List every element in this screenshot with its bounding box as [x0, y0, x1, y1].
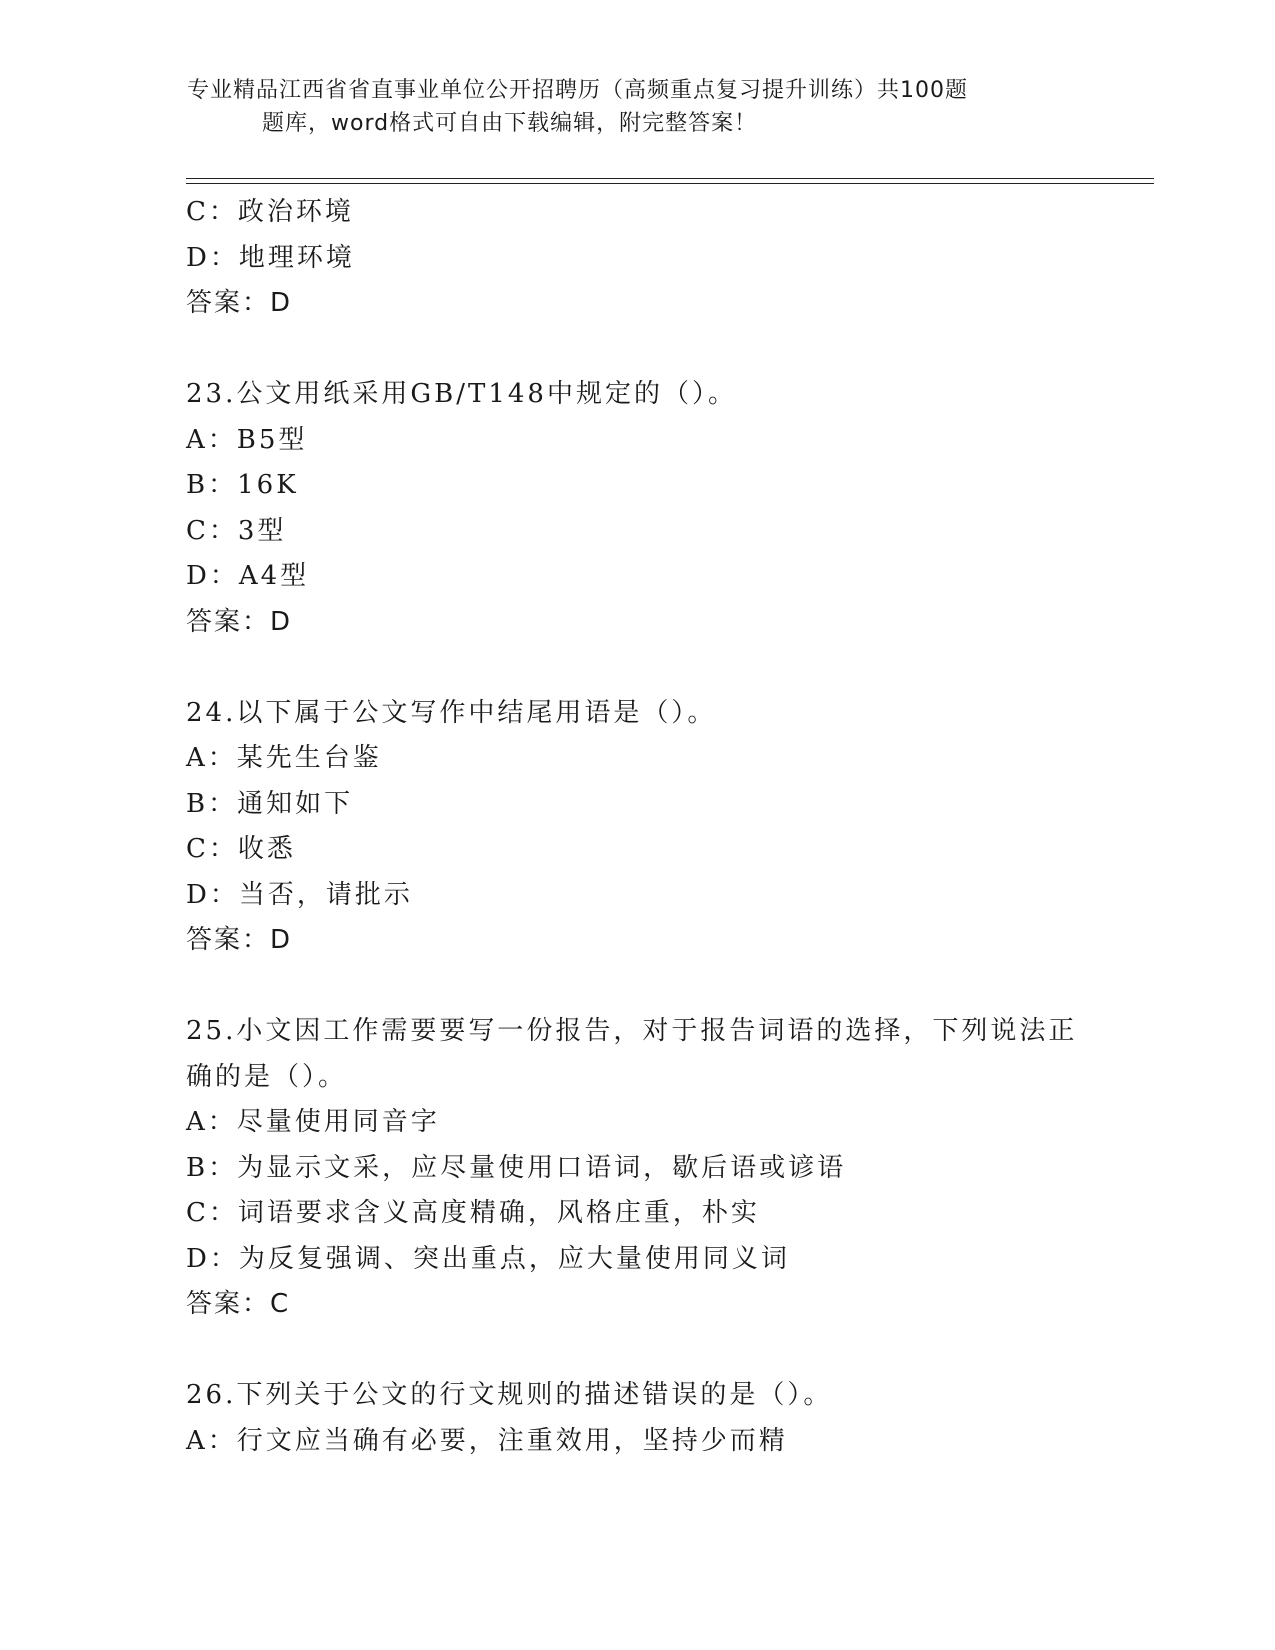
option-b: B：通知如下	[186, 788, 354, 819]
question-stem-line2: 确的是（）。	[186, 1061, 348, 1092]
question-23	[186, 372, 1086, 645]
option-c: C：政治环境	[186, 197, 354, 227]
question-stem: 24.以下属于公文写作中结尾用语是（）。	[186, 697, 717, 728]
document-header	[187, 74, 1047, 140]
option-d: D：为反复强调、突出重点，应大量使用同义词	[186, 1243, 790, 1274]
spacer	[186, 964, 1086, 1010]
answer-line: 答案：C	[186, 1289, 291, 1319]
spacer	[186, 645, 1086, 691]
option-d: D：当否，请批示	[186, 879, 413, 910]
header-divider-top	[186, 178, 1154, 179]
question-stem: 23.公文用纸采用GB/T148中规定的（）。	[186, 379, 737, 409]
question-stem: 26.下列关于公文的行文规则的描述错误的是（）。	[186, 1380, 833, 1410]
option-c: C：3型	[186, 515, 287, 546]
question-25	[186, 1009, 1086, 1328]
answer-line: 答案：D	[186, 925, 293, 955]
option-a: A：行文应当确有必要，注重效用，坚持少而精	[186, 1425, 788, 1456]
option-b: B：16K	[186, 470, 299, 500]
option-b: B：为显示文采，应尽量使用口语词，歇后语或谚语	[186, 1152, 847, 1183]
header-title-line2: 题库，word格式可自由下载编辑，附完整答案！	[262, 111, 758, 136]
option-a: A：某先生台鉴	[186, 743, 382, 773]
option-d: D：A4型	[186, 561, 310, 591]
header-title-line1: 专业精品江西省省直事业单位公开招聘历（高频重点复习提升训练）共100题	[187, 78, 968, 103]
answer-line: 答案：D	[186, 606, 293, 637]
spacer	[186, 1328, 1086, 1374]
option-a: A：尽量使用同音字	[186, 1107, 440, 1137]
question-22-partial	[186, 190, 1086, 327]
answer-line: 答案：D	[186, 288, 293, 318]
header-divider-bottom	[186, 183, 1154, 184]
question-stem-line1: 25.小文因工作需要要写一份报告，对于报告词语的选择，下列说法正	[186, 1016, 1078, 1046]
option-c: C：收悉	[186, 834, 296, 864]
option-c: C：词语要求含义高度精确，风格庄重，朴实	[186, 1198, 760, 1228]
question-26	[186, 1373, 1086, 1464]
spacer	[186, 327, 1086, 373]
document-body	[186, 190, 1086, 1464]
option-a: A：B5型	[186, 424, 308, 455]
question-24	[186, 691, 1086, 964]
option-d: D：地理环境	[186, 242, 355, 273]
